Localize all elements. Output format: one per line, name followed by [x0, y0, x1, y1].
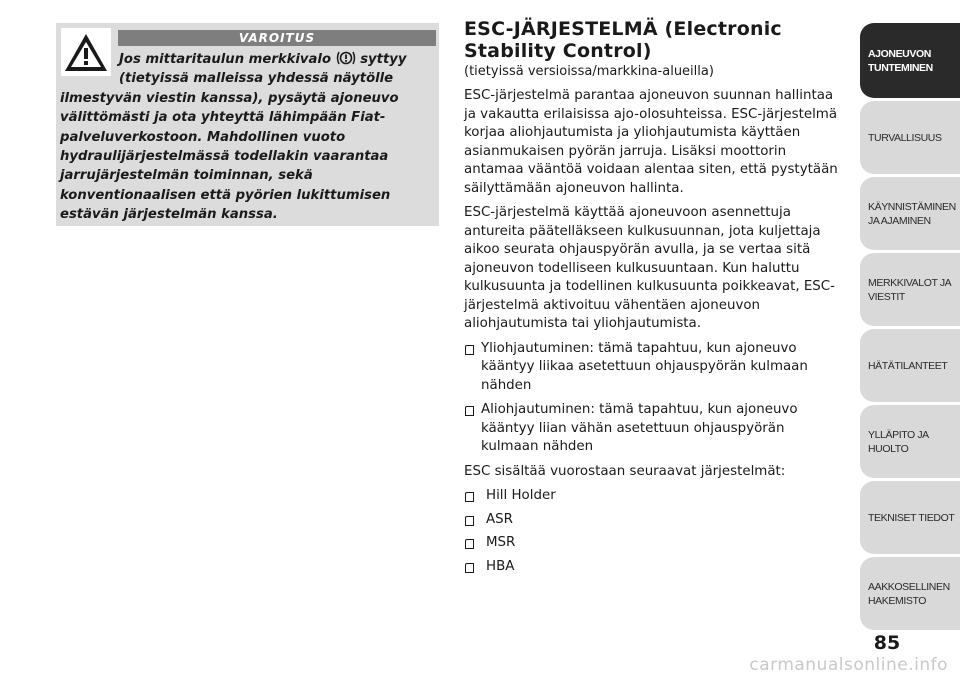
bullet-text: Yliohjautuminen: tämä tapahtuu, kun ajoneuvo kääntyy liikaa asetettuun ohjauspyörän kulmaan nähden	[481, 340, 808, 393]
section-title-line2: Stability Control)	[464, 40, 652, 62]
checkbox-bullet-icon	[465, 406, 474, 416]
tab-hatatilanteet[interactable]: HÄTÄTILANTEET	[860, 329, 960, 402]
tab-turvallisuus[interactable]: TURVALLISUUS	[860, 101, 960, 174]
checkbox-bullet-icon	[465, 345, 474, 355]
tab-aakkosellinen-hakemisto[interactable]: AAKKOSELLINEN HAKEMISTO	[860, 557, 960, 630]
tab-yllapito-ja-huolto[interactable]: YLLÄPITO JA HUOLTO	[860, 405, 960, 478]
warning-text	[60, 50, 436, 225]
tab-merkkivalot-ja-viestit[interactable]: MERKKIVALOT JA VIESTIT	[860, 253, 960, 326]
steering-bullets	[464, 340, 842, 457]
checkbox-bullet-icon	[465, 563, 474, 573]
tab-kaynnistaminen-ja-ajaminen[interactable]: KÄYNNISTÄMINEN JA AJAMINEN	[860, 177, 960, 250]
list-item	[464, 487, 842, 506]
paragraph-1: ESC-järjestelmä parantaa ajoneuvon suunnan hallintaa ja vakautta erilaisissa ajo-olosuhteissa. ESC-järjestelmä korjaa aliohjautumista ja yliohjautumista käyttäen asianmukaisen pyörän jarruja. Lisäksi moottorin antamaa vääntöä voidaan alentaa siten, että pystytään säilyttämään ajoneuvon hallinta.	[464, 88, 838, 196]
system-name: MSR	[486, 535, 516, 550]
system-name: Hill Holder	[486, 488, 556, 503]
checkbox-bullet-icon	[465, 492, 474, 502]
section-subtitle: (tietyissä versioissa/markkina-alueilla)	[464, 64, 714, 79]
section-title	[464, 18, 842, 62]
tab-tekniset-tiedot[interactable]: TEKNISET TIEDOT	[860, 481, 960, 554]
warning-text-rest: syttyy (tietyissä malleissa yhdessä näytölle ilmestyvän viestin kanssa), pysäytä ajoneuvo välittömästi ja ota yhteyttä lähimpään Fiat-palveluverkostoon. Mahdollinen vuoto hydraulijärjestelmässä todellakin vaarantaa jarrujärjestelmän toiminnan, sekä konventionaalisen että pyörien lukittumisen estävän järjestelmän kanssa.	[60, 52, 407, 223]
section-title-line1: ESC-JÄRJESTELMÄ (Electronic	[464, 18, 782, 40]
checkbox-bullet-icon	[465, 539, 474, 549]
list-item	[464, 511, 842, 530]
paragraph-2: ESC-järjestelmä käyttää ajoneuvoon asennettuja antureita päätelläkseen kulkusuunnan, jota kuljettaja aikoo seurata ohjauspyörän avulla, ja se vertaa sitä ajoneuvon todelliseen kulkusuuntaan. Kun haluttu kulkusuunta ja todellinen kulkusuunta poikkeavat, ESC-järjestelmä aktivoituu vähentäen ajoneuvon aliohjautumista tai yliohjautumista.	[464, 205, 835, 331]
watermark: carmanualsonline.info	[749, 655, 948, 675]
warning-title: VAROITUS	[118, 30, 436, 46]
bullet-text: Aliohjautuminen: tämä tapahtuu, kun ajoneuvo kääntyy liian vähän asetettuun ohjauspyörän kulmaan nähden	[481, 402, 798, 454]
system-name: HBA	[486, 558, 515, 574]
list-item	[464, 340, 842, 396]
esc-section	[464, 18, 842, 581]
page-number: 85	[873, 632, 901, 654]
warning-text-start: Jos mittaritaulun merkkivalo	[119, 52, 336, 67]
systems-list	[464, 487, 842, 576]
list-item	[464, 558, 842, 577]
list-item	[464, 401, 842, 457]
brake-warning-light-icon	[336, 50, 356, 66]
tab-ajoneuvon-tunteminen[interactable]: AJONEUVON TUNTEMINEN	[860, 23, 960, 98]
list-item	[464, 534, 842, 553]
system-name: ASR	[486, 511, 513, 527]
paragraph-3: ESC sisältää vuorostaan seuraavat järjestelmät:	[464, 463, 786, 479]
checkbox-bullet-icon	[465, 516, 474, 526]
